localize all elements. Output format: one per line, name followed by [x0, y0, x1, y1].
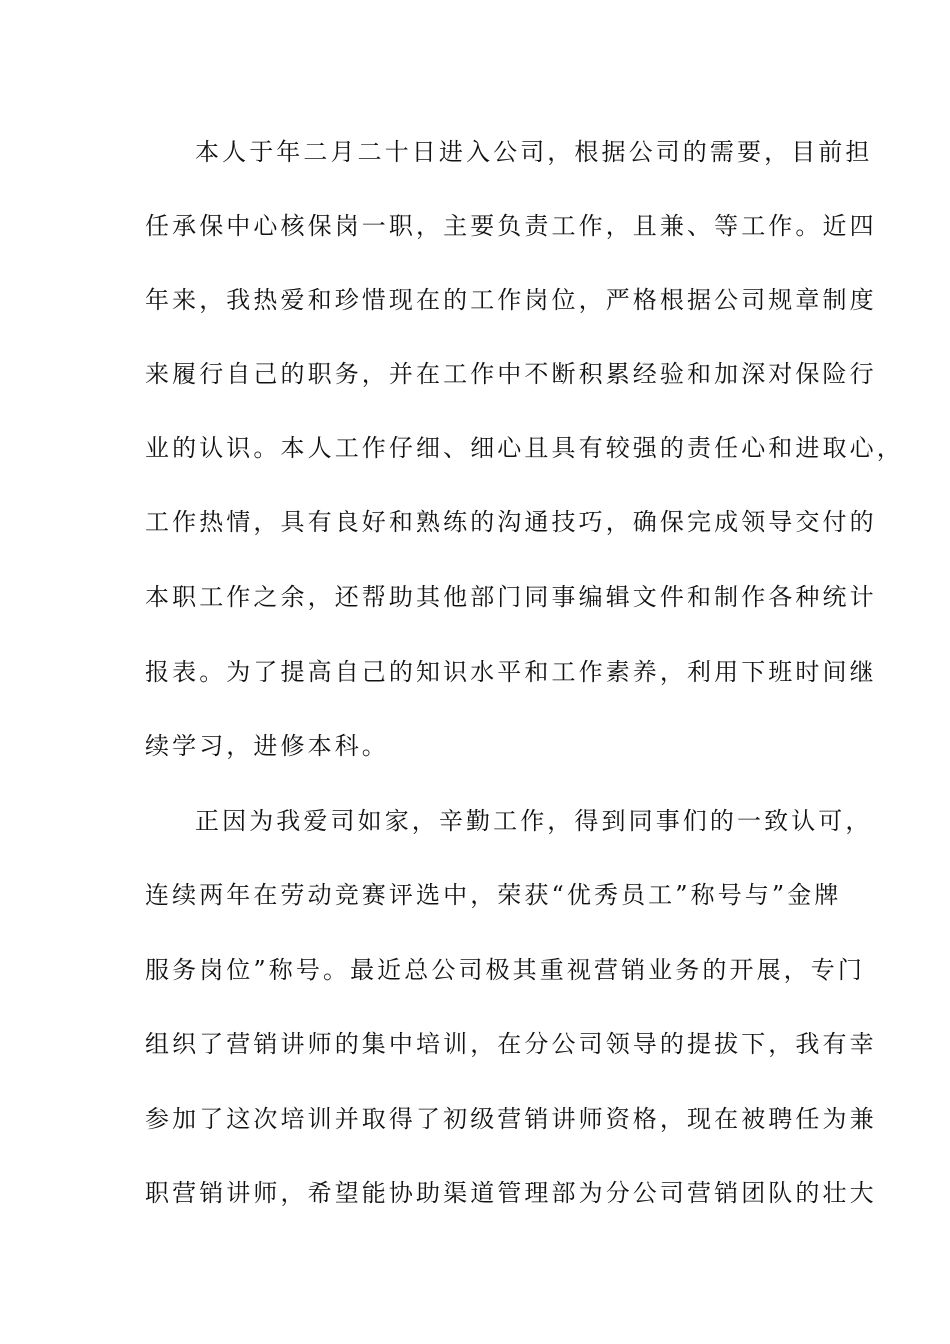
paragraph-line: 参加了这次培训并取得了初级营销讲师资格，现在被聘任为兼: [145, 1105, 877, 1133]
paragraph-line: 工作热情，具有良好和熟练的沟通技巧，确保完成领导交付的: [145, 508, 877, 536]
paragraph-line: 服务岗位”称号。最近总公司极其重视营销业务的开展，专门: [145, 956, 865, 984]
paragraph-line: 连续两年在劳动竞赛评选中，荣获“优秀员工”称号与”金牌: [145, 881, 842, 909]
paragraph-line: 正因为我爱司如家，辛勤工作，得到同事们的一致认可，: [195, 807, 873, 835]
paragraph-line: 续学习，进修本科。: [145, 732, 389, 760]
paragraph-line: 组织了营销讲师的集中培训，在分公司领导的提拔下，我有幸: [145, 1030, 877, 1058]
paragraph-line: 报表。为了提高自己的知识水平和工作素养，利用下班时间继: [145, 658, 877, 686]
paragraph-line: 任承保中心核保岗一职，主要负责工作，且兼、等工作。近四: [145, 212, 877, 240]
paragraph-line: 职营销讲师，希望能协助渠道管理部为分公司营销团队的壮大: [145, 1179, 877, 1207]
paragraph-line: 业的认识。本人工作仔细、细心且具有较强的责任心和进取心，: [145, 434, 904, 462]
paragraph-line: 来履行自己的职务，并在工作中不断积累经验和加深对保险行: [145, 360, 877, 388]
paragraph-line: 年来，我热爱和珍惜现在的工作岗位，严格根据公司规章制度: [145, 286, 877, 314]
paragraph-line: 本人于年二月二十日进入公司，根据公司的需要，目前担: [195, 138, 873, 166]
paragraph-line: 本职工作之余，还帮助其他部门同事编辑文件和制作各种统计: [145, 583, 877, 611]
